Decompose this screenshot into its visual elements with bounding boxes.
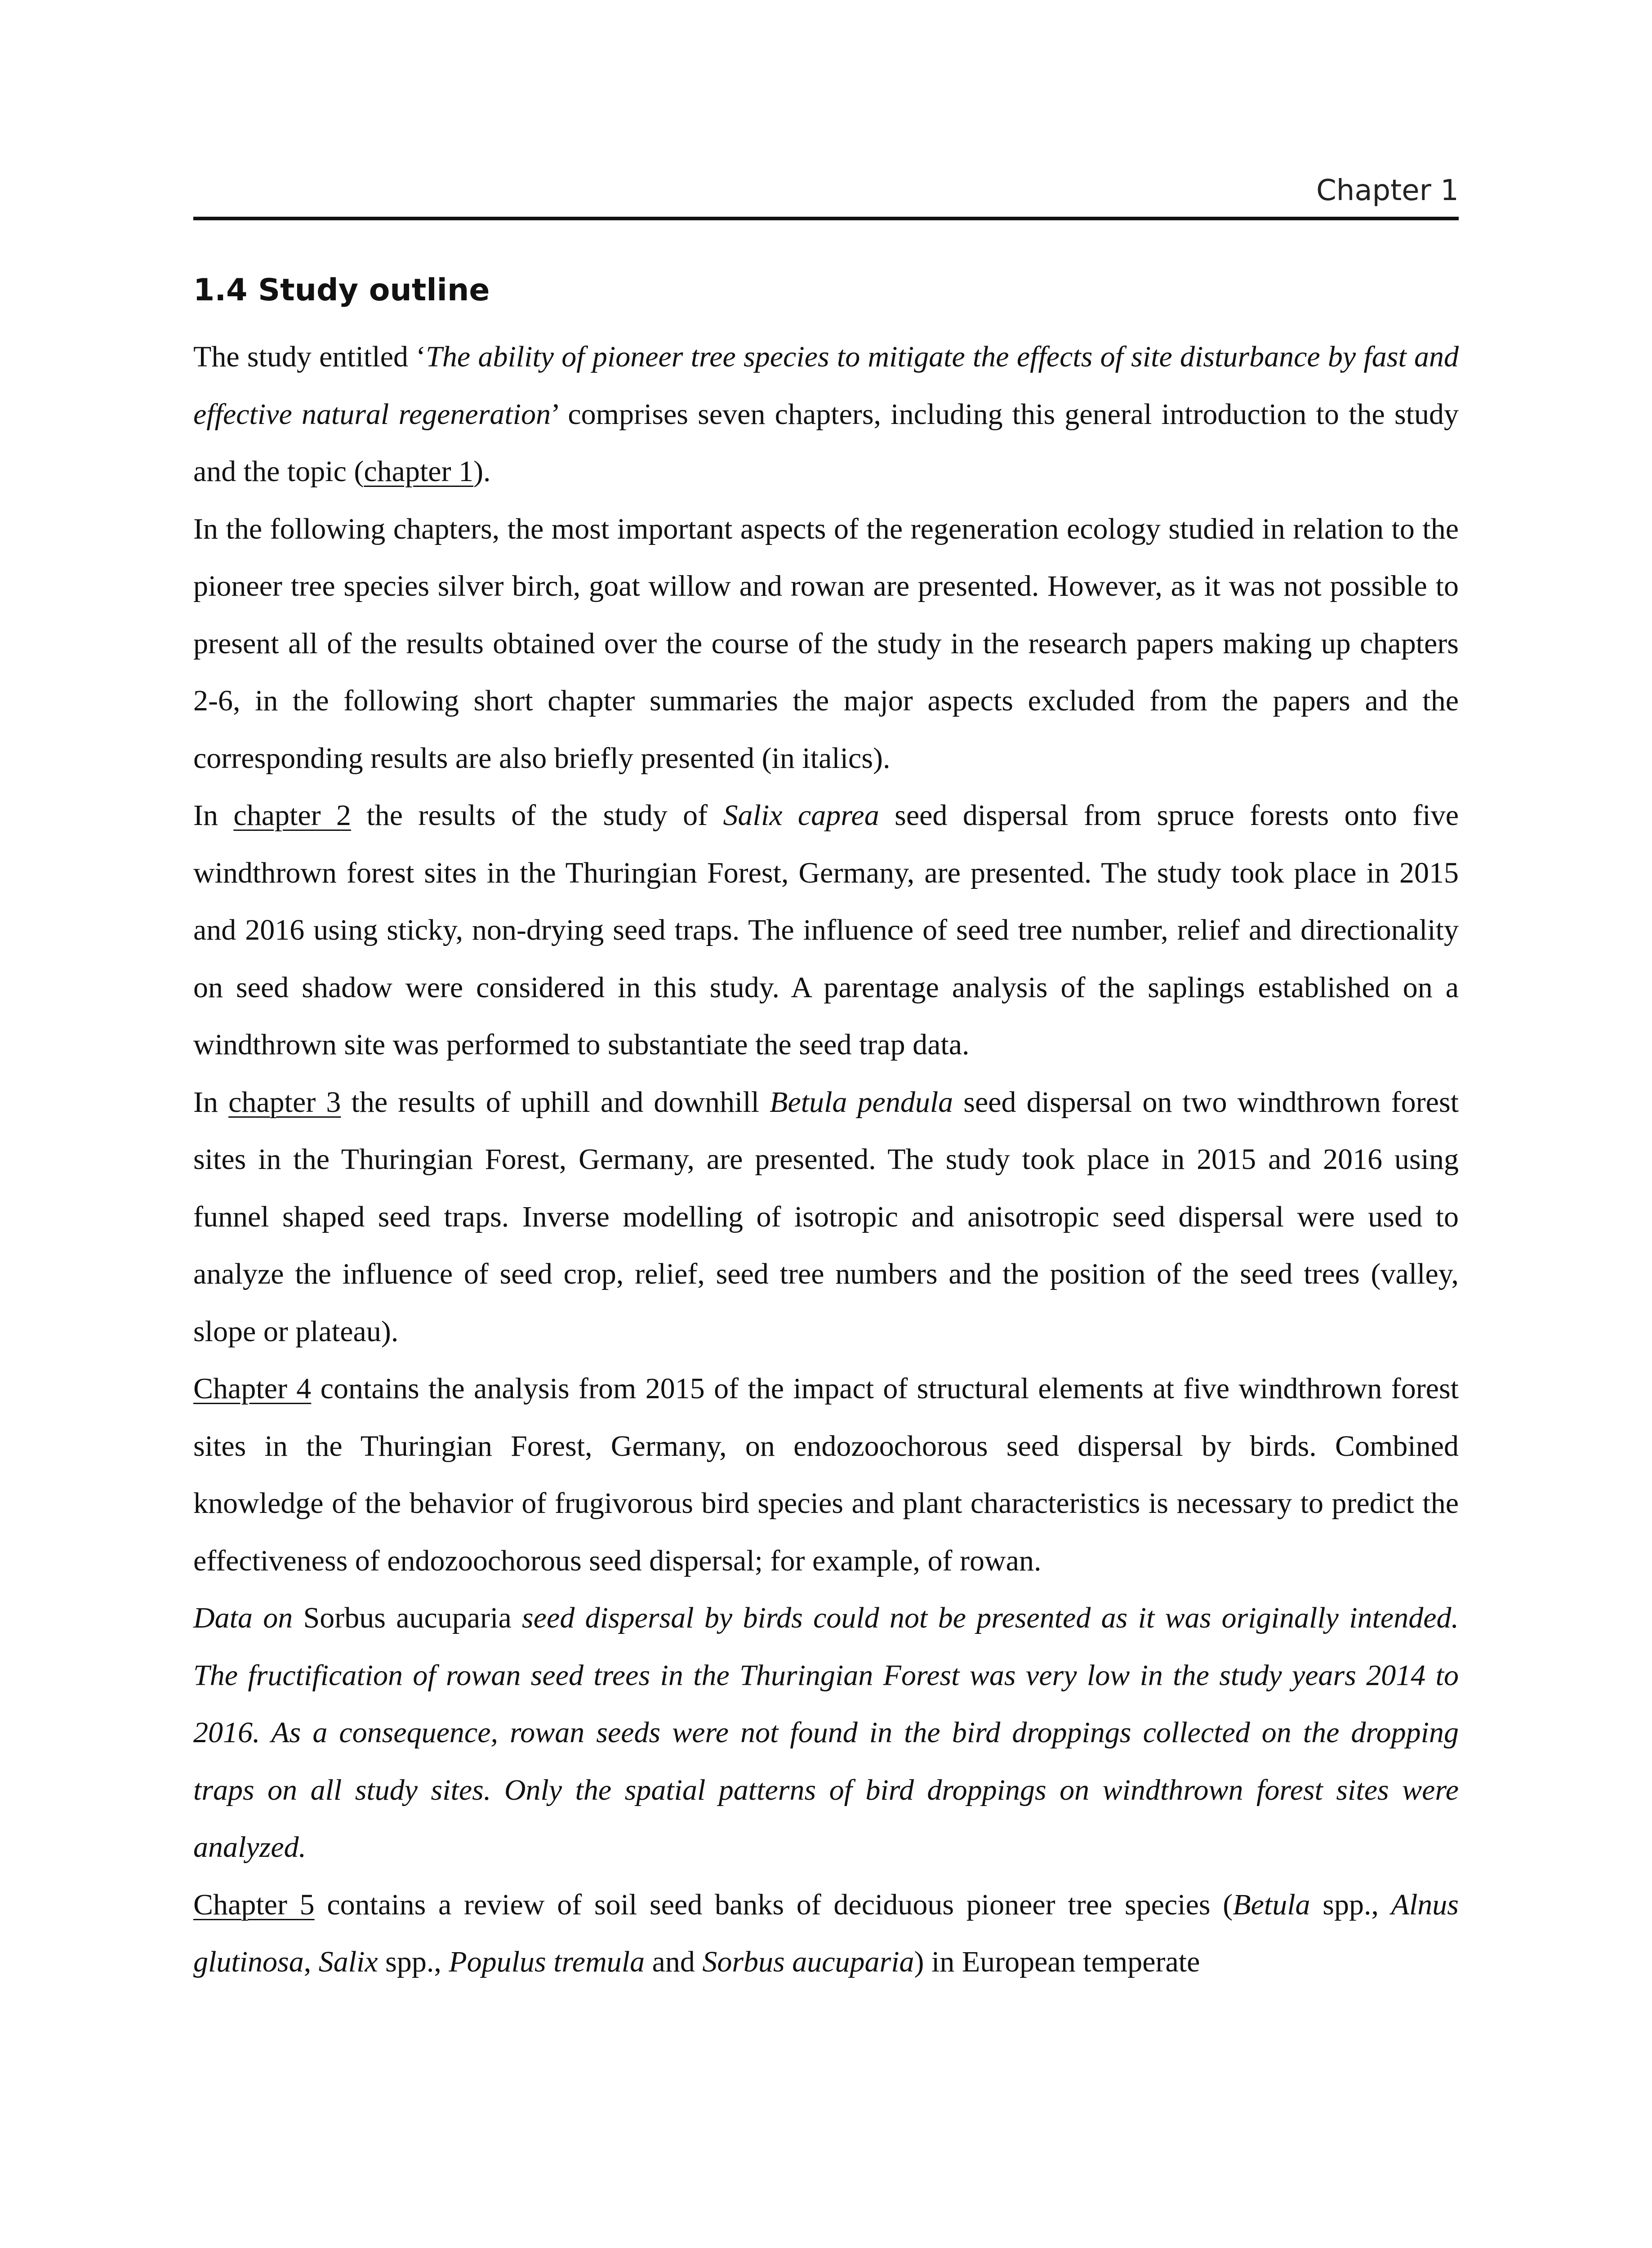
chapter-reference[interactable]: chapter 3: [228, 1085, 341, 1119]
paragraph-chapter-2-summary: [193, 787, 1459, 1074]
running-header: Chapter 1: [1316, 174, 1459, 207]
italic-text: Betula pendula: [770, 1085, 953, 1119]
text-run: spp.,: [1310, 1888, 1391, 1921]
italic-text: Salix caprea: [723, 799, 879, 832]
text-run: ) in European temperate: [914, 1945, 1200, 1978]
paragraph-introduction: [193, 328, 1459, 500]
text-run: ’ comprises seven chapters, including this general introduction to the study and the topic (: [193, 397, 1459, 488]
text-run: In: [193, 1085, 229, 1119]
italic-text: Data on: [193, 1601, 303, 1634]
italic-text: Sorbus aucuparia: [702, 1945, 914, 1978]
header-rule: [193, 217, 1459, 220]
paragraph-rowan-note: [193, 1589, 1459, 1876]
paragraph-chapter-3-summary: [193, 1074, 1459, 1360]
text-run: seed dispersal on two windthrown forest sites in the Thuringian Forest, Germany, are presented. The study took place in 2015 and 2016 using funnel shaped seed traps. Inverse modelling of isotropic and anisotropic seed dispersal were used to analyze the influence of seed crop, relief, seed tree numbers and the position of the seed trees (valley, slope or plateau).: [193, 1085, 1459, 1348]
italic-text: Alnus glutinosa: [193, 1888, 1459, 1978]
text-run: contains a review of soil seed banks of deciduous pioneer tree species (: [314, 1888, 1233, 1921]
italic-text: Salix: [318, 1945, 378, 1978]
text-run: ).: [473, 455, 491, 488]
chapter-reference[interactable]: chapter 1: [364, 455, 474, 488]
text-run: ,: [303, 1945, 319, 1978]
text-run: The study entitled ‘: [193, 340, 426, 373]
chapter-reference[interactable]: chapter 2: [233, 799, 352, 832]
section-heading: 1.4 Study outline: [193, 272, 490, 308]
italic-text: Populus tremula: [449, 1945, 645, 1978]
text-run: In: [193, 799, 234, 832]
text-run: Sorbus aucuparia: [303, 1601, 512, 1634]
text-run: seed dispersal from spruce forests onto five windthrown forest sites in the Thuringian Forest, Germany, are presented. The study took place in 2015 and 2016 using sticky, non-drying seed traps. The influence of seed tree number, relief and directionality on seed shadow were considered in this study. A parentage analysis of the saplings established on a windthrown site was performed to substantiate the seed trap data.: [193, 799, 1459, 1061]
chapter-reference[interactable]: Chapter 4: [193, 1372, 312, 1405]
paragraph-chapter-5-summary: [193, 1876, 1459, 1991]
text-run: the results of uphill and downhill: [341, 1085, 770, 1119]
text-run: In the following chapters, the most important aspects of the regeneration ecology studied in relation to the pioneer tree species silver birch, goat willow and rowan are presented. However, as it was not possible to present all of the results obtained over the course of the study in the research papers making up chapters 2-6, in the following short chapter summaries the major aspects excluded from the papers and the corresponding results are also briefly presented (in italics).: [193, 512, 1459, 775]
text-run: and: [645, 1945, 703, 1978]
chapter-reference[interactable]: Chapter 5: [193, 1888, 315, 1921]
paragraph-following-chapters: [193, 500, 1459, 787]
italic-text: Betula: [1233, 1888, 1310, 1921]
text-run: contains the analysis from 2015 of the impact of structural elements at five windthrown forest sites in the Thuringian Forest, Germany, on endozoochorous seed dispersal by birds. Combined knowledge of the behavior of frugivorous bird species and plant characteristics is necessary to predict the effectiveness of endozoochorous seed dispersal; for example, of rowan.: [193, 1372, 1459, 1577]
italic-text: seed dispersal by birds could not be presented as it was originally intended. The fructification of rowan seed trees in the Thuringian Forest was very low in the study years 2014 to 2016. As a consequence, rowan seeds were not found in the bird droppings collected on the dropping traps on all study sites. Only the spatial patterns of bird droppings on windthrown forest sites were analyzed.: [193, 1601, 1459, 1864]
text-run: the results of the study of: [351, 799, 723, 832]
text-run: spp.,: [378, 1945, 449, 1978]
italic-text: The ability of pioneer tree species to mitigate the effects of site disturbance by fast and effective natural regeneration: [193, 340, 1459, 431]
paragraph-chapter-4-summary: [193, 1360, 1459, 1589]
body-text: [193, 328, 1459, 1991]
